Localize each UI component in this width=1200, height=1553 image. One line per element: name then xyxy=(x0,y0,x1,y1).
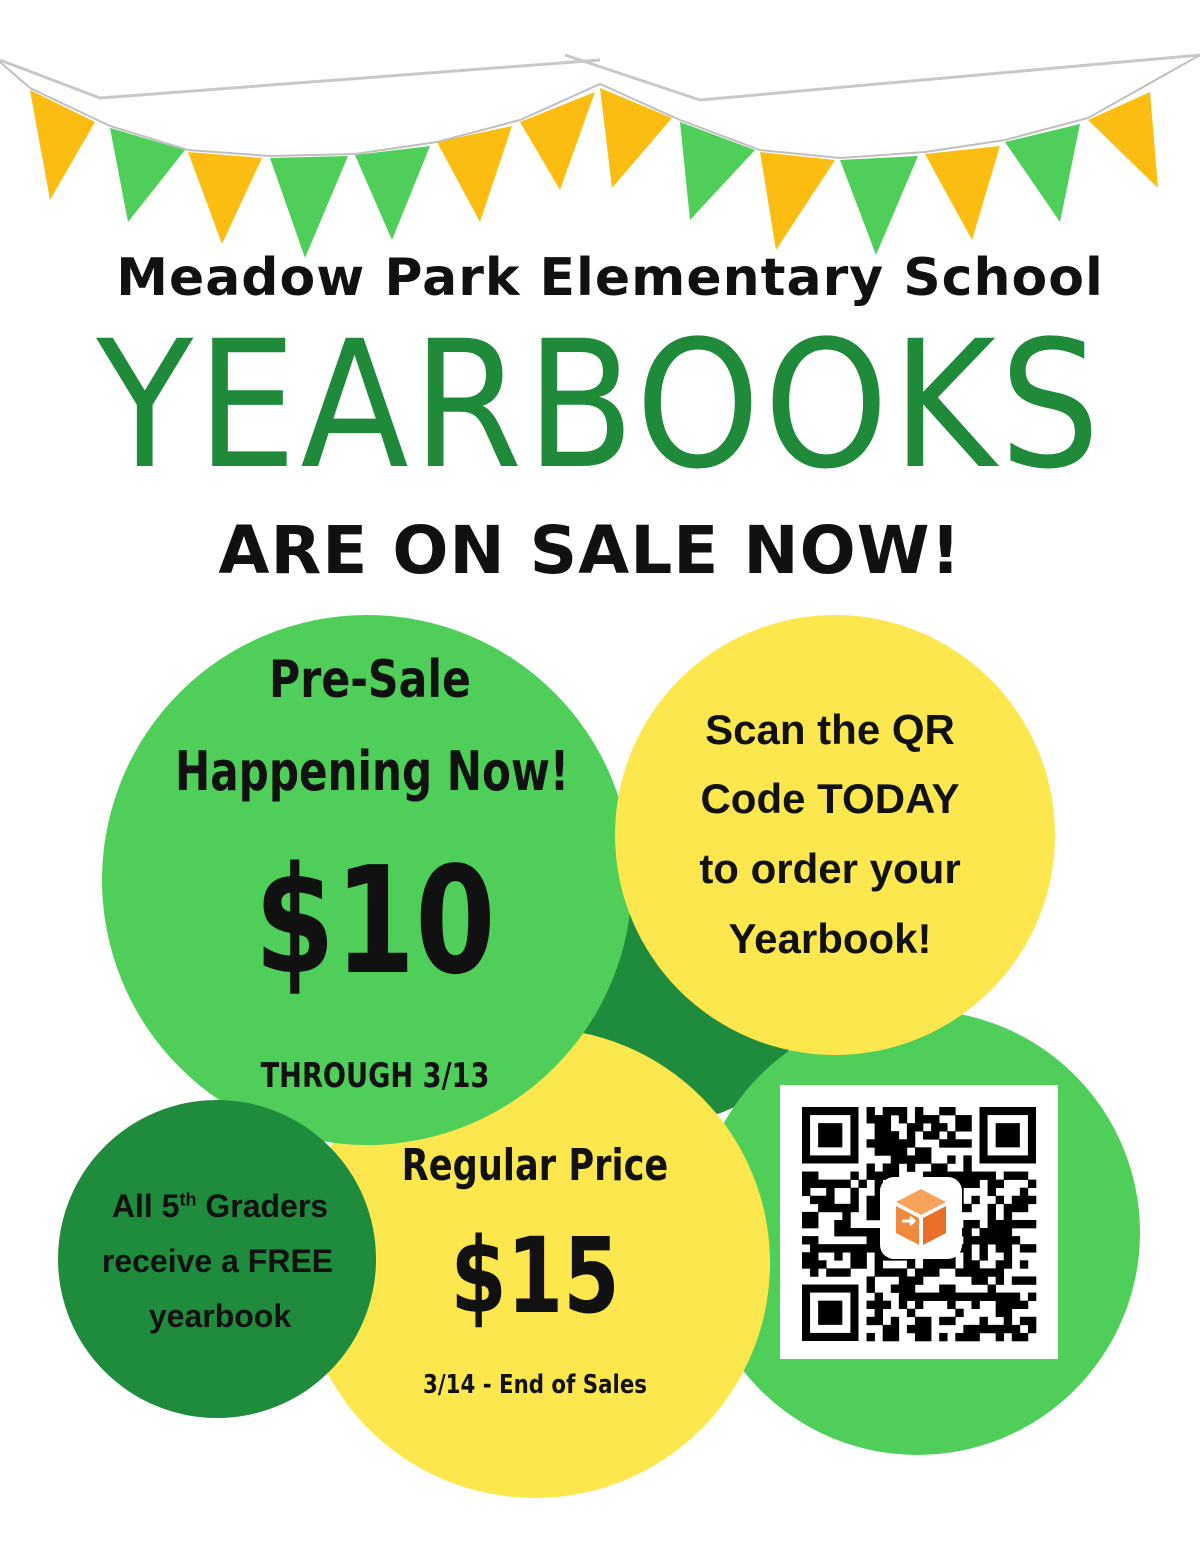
regular-price-heading: Regular Price xyxy=(401,1140,669,1191)
on-sale-heading: ARE ON SALE NOW! xyxy=(218,512,962,589)
fifth-graders-line-2: receive a FREE xyxy=(101,1243,334,1279)
pennant-flag xyxy=(270,156,348,258)
pennant-flag xyxy=(437,126,512,222)
pennant-flag xyxy=(188,152,262,244)
bunting-decoration xyxy=(0,0,1200,270)
presale-through: THROUGH 3/13 xyxy=(260,1056,490,1096)
scan-line-3: to order your xyxy=(699,845,961,892)
pennant-flag xyxy=(840,156,918,255)
pennant-flag xyxy=(760,152,835,250)
pennant-flag xyxy=(110,128,185,222)
pennant-flag xyxy=(680,122,755,220)
presale-heading: Pre-Sale xyxy=(269,650,471,710)
presale-subheading: Happening Now! xyxy=(175,740,570,803)
cube-logo-icon xyxy=(880,1177,962,1259)
qr-code[interactable] xyxy=(780,1085,1058,1359)
pennant-flag xyxy=(520,92,595,190)
presale-price: $10 xyxy=(254,835,496,1007)
fifth-graders-line-1: All 5th Graders xyxy=(111,1188,329,1224)
pennant-flag xyxy=(30,90,95,200)
pennant-flag xyxy=(600,88,672,188)
scan-line-2: Code TODAY xyxy=(700,775,960,822)
pennant-flag xyxy=(1088,92,1158,188)
pennant-flag xyxy=(355,146,430,240)
regular-price: $15 xyxy=(450,1215,620,1337)
scan-line-4: Yearbook! xyxy=(728,915,932,962)
pennant-flag xyxy=(925,146,1000,240)
yearbooks-title: YEARBOOKS xyxy=(96,303,1104,508)
regular-price-dates: 3/14 - End of Sales xyxy=(423,1370,647,1400)
scan-circle xyxy=(615,615,1055,1055)
pennant-flag xyxy=(1005,124,1080,222)
scan-line-1: Scan the QR xyxy=(705,706,955,753)
school-name: Meadow Park Elementary School xyxy=(116,248,1104,308)
fifth-graders-line-3: yearbook xyxy=(148,1298,292,1334)
